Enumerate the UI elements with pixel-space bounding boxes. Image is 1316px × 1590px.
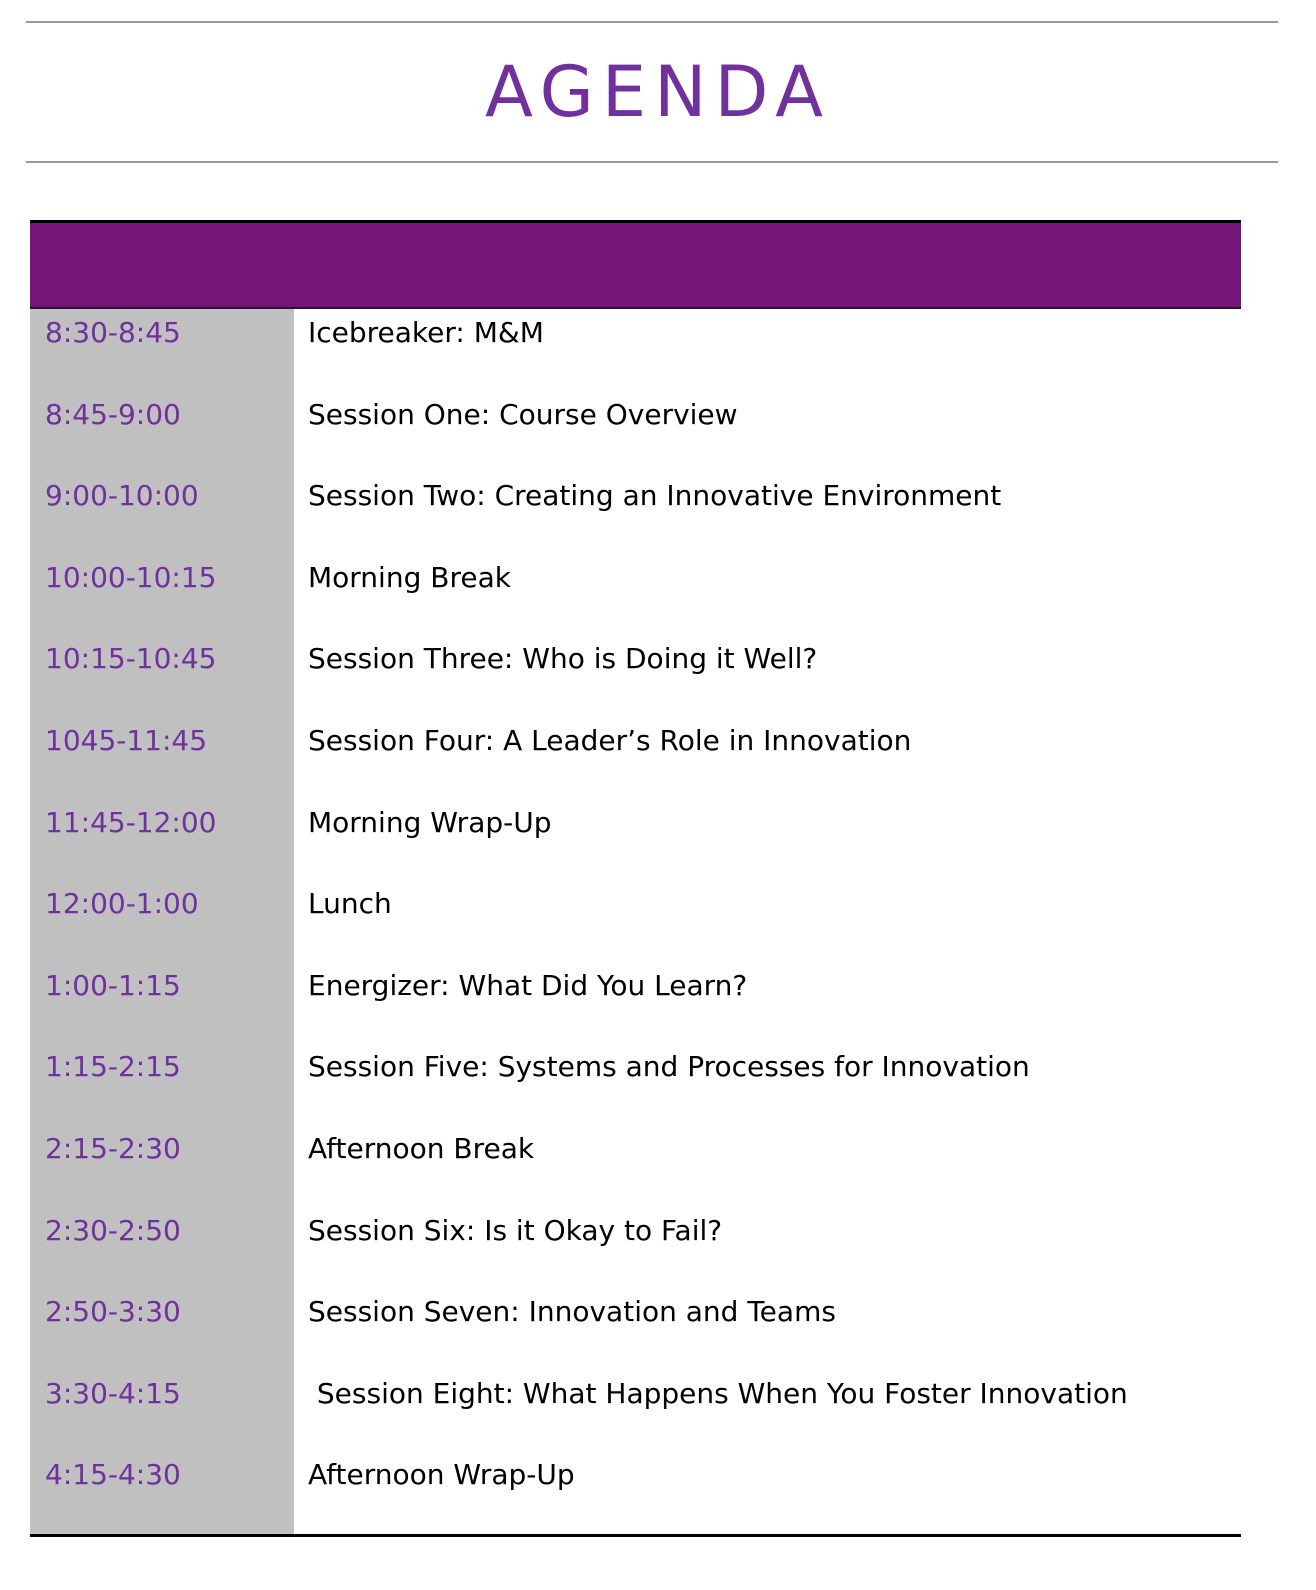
- table-bottom-border: [30, 1534, 1241, 1537]
- agenda-event: Energizer: What Did You Learn?: [308, 968, 748, 1002]
- agenda-time: 8:45-9:00: [45, 397, 181, 431]
- agenda-time: 8:30-8:45: [45, 316, 181, 349]
- agenda-event: Session Five: Systems and Processes for Innovation: [308, 1050, 1030, 1084]
- agenda-time: 1045-11:45: [45, 724, 208, 757]
- agenda-time: 9:00-10:00: [45, 479, 199, 513]
- agenda-row: [30, 472, 1241, 554]
- agenda-time: 12:00-1:00: [45, 887, 199, 921]
- agenda-event: Session Eight: What Happens When You Foster Innovation: [308, 1376, 1128, 1410]
- agenda-event: Session One: Course Overview: [308, 397, 738, 431]
- agenda-time: 11:45-12:00: [45, 805, 217, 839]
- agenda-event: Session Seven: Innovation and Teams: [308, 1295, 836, 1329]
- agenda-event: Afternoon Wrap-Up: [308, 1458, 575, 1492]
- agenda-time: 2:50-3:30: [45, 1295, 181, 1329]
- agenda-event: Morning Break: [308, 560, 511, 594]
- agenda-event: Session Six: Is it Okay to Fail?: [308, 1213, 723, 1247]
- agenda-row: [30, 309, 1241, 391]
- agenda-row: [30, 1451, 1241, 1533]
- agenda-rows: [30, 309, 1241, 1534]
- top-rule: [26, 21, 1278, 23]
- agenda-row: [30, 1370, 1241, 1452]
- agenda-time: 4:15-4:30: [45, 1458, 181, 1492]
- agenda-event: Morning Wrap-Up: [308, 805, 552, 839]
- table-header-band: [30, 223, 1241, 309]
- agenda-event: Afternoon Break: [308, 1132, 535, 1165]
- title-bottom-rule: [26, 161, 1278, 163]
- agenda-row: [30, 799, 1241, 881]
- agenda-row: [30, 1288, 1241, 1370]
- agenda-event: Icebreaker: M&M: [308, 316, 544, 349]
- agenda-event: Session Four: A Leader’s Role in Innovation: [308, 724, 912, 757]
- agenda-time: 2:30-2:50: [45, 1213, 181, 1247]
- agenda-row: [30, 717, 1241, 799]
- agenda-row: [30, 1125, 1241, 1207]
- agenda-table: [30, 220, 1241, 1540]
- agenda-time: 2:15-2:30: [45, 1132, 181, 1165]
- agenda-row: [30, 391, 1241, 473]
- agenda-event: Session Three: Who is Doing it Well?: [308, 642, 818, 676]
- agenda-event: Session Two: Creating an Innovative Environment: [308, 479, 1002, 513]
- agenda-row: [30, 1207, 1241, 1289]
- agenda-time: 3:30-4:15: [45, 1376, 181, 1410]
- agenda-row: [30, 962, 1241, 1044]
- agenda-event: Lunch: [308, 887, 392, 921]
- agenda-time: 1:00-1:15: [45, 968, 181, 1002]
- agenda-time: 1:15-2:15: [45, 1050, 181, 1084]
- agenda-row: [30, 880, 1241, 962]
- agenda-time: 10:15-10:45: [45, 642, 217, 676]
- agenda-time: 10:00-10:15: [45, 560, 217, 594]
- agenda-row: [30, 554, 1241, 636]
- page-title: AGENDA: [484, 51, 832, 133]
- agenda-row: [30, 635, 1241, 717]
- agenda-row: [30, 1043, 1241, 1125]
